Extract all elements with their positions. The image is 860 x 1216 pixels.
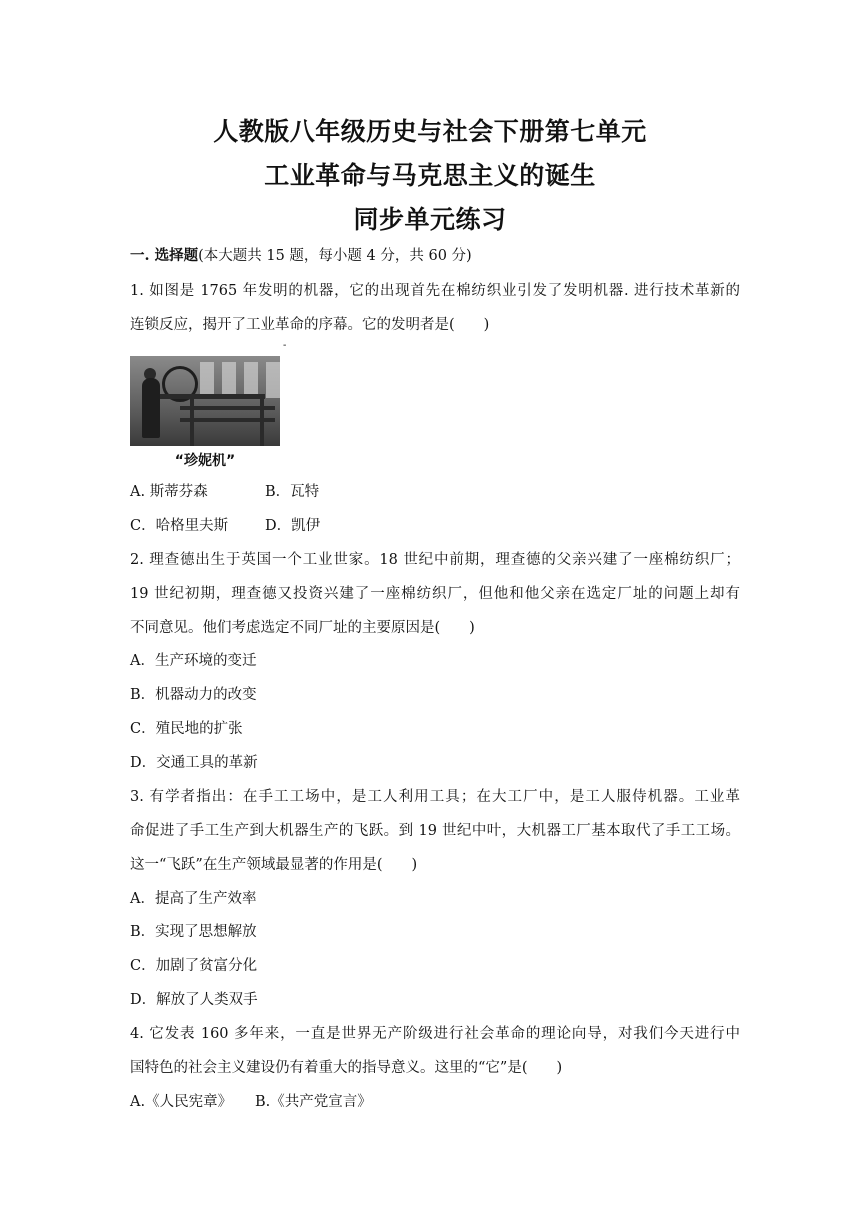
q3-line-2: 命促进了手工生产到大机器生产的飞跃。到 19 世纪中叶，大机器工厂基本取代了手工工场。 (130, 823, 740, 839)
q2-option-a: A．生产环境的变迁 (130, 653, 257, 669)
q3-option-c: C．加剧了贫富分化 (130, 958, 258, 974)
q2-line-1: 2. 理查德出生于英国一个工业世家。18 世纪中前期，理查德的父亲兴建了一座棉纺织厂； (130, 552, 740, 568)
q2-option-c: C．殖民地的扩张 (130, 721, 243, 737)
section-heading (130, 246, 740, 266)
q2-option-b: B．机器动力的改变 (130, 687, 257, 703)
figure-mark: - (283, 340, 287, 351)
title-line-3: 同步单元练习 (353, 205, 507, 234)
title-line-2: 工业革命与马克思主义的诞生 (264, 161, 596, 190)
q2-line-3: 不同意见。他们考虑选定不同厂址的主要原因是( ) (130, 620, 475, 636)
section-heading-note: (本大题共 15 题，每小题 4 分，共 60 分) (198, 248, 472, 264)
q3-option-b: B．实现了思想解放 (130, 924, 257, 940)
q1-line-2: 连锁反应，揭开了工业革命的序幕。它的发明者是( ) (130, 317, 490, 333)
q1-option-d: D．凯伊 (265, 518, 321, 534)
q1-options-cd (130, 516, 740, 536)
q1-option-a: A. 斯蒂芬森 (130, 484, 208, 500)
q1-option-b: B．瓦特 (265, 484, 320, 500)
q2-line-2: 19 世纪初期，理查德又投资兴建了一座棉纺织厂，但他和他父亲在选定厂址的问题上却有 (130, 586, 740, 602)
q4-options-ab (130, 1092, 740, 1112)
section-heading-label: 一. 选择题 (130, 247, 199, 264)
q4-option-a: A.《人民宪章》 (130, 1094, 233, 1110)
q2-option-d: D．交通工具的革新 (130, 755, 258, 771)
q3-option-a: A．提高了生产效率 (130, 891, 257, 907)
q4-line-2: 国特色的社会主义建设仍有着重大的指导意义。这里的“它”是( ) (130, 1060, 563, 1076)
q4-option-b: B.《共产党宣言》 (255, 1094, 372, 1110)
q3-line-1: 3. 有学者指出：在手工工场中，是工人利用工具；在大工厂中，是工人服侍机器。工业革 (130, 789, 740, 805)
q3-line-3: 这一“飞跃”在生产领域最显著的作用是( ) (130, 857, 418, 873)
q4-line-1: 4. 它发表 160 多年来，一直是世界无产阶级进行社会革命的理论向导，对我们今天进行中 (130, 1026, 740, 1042)
title-line-1: 人教版八年级历史与社会下册第七单元 (213, 117, 647, 146)
figure-caption: “珍妮机” (174, 453, 236, 469)
q1-line-1: 1. 如图是 1765 年发明的机器，它的出现首先在棉纺织业引发了发明机器. 进行技术革新的 (130, 283, 740, 299)
q3-option-d: D．解放了人类双手 (130, 992, 258, 1008)
spinning-jenny-image (130, 356, 280, 446)
q1-options-ab (130, 482, 740, 502)
q1-option-c: C．哈格里夫斯 (130, 518, 229, 534)
